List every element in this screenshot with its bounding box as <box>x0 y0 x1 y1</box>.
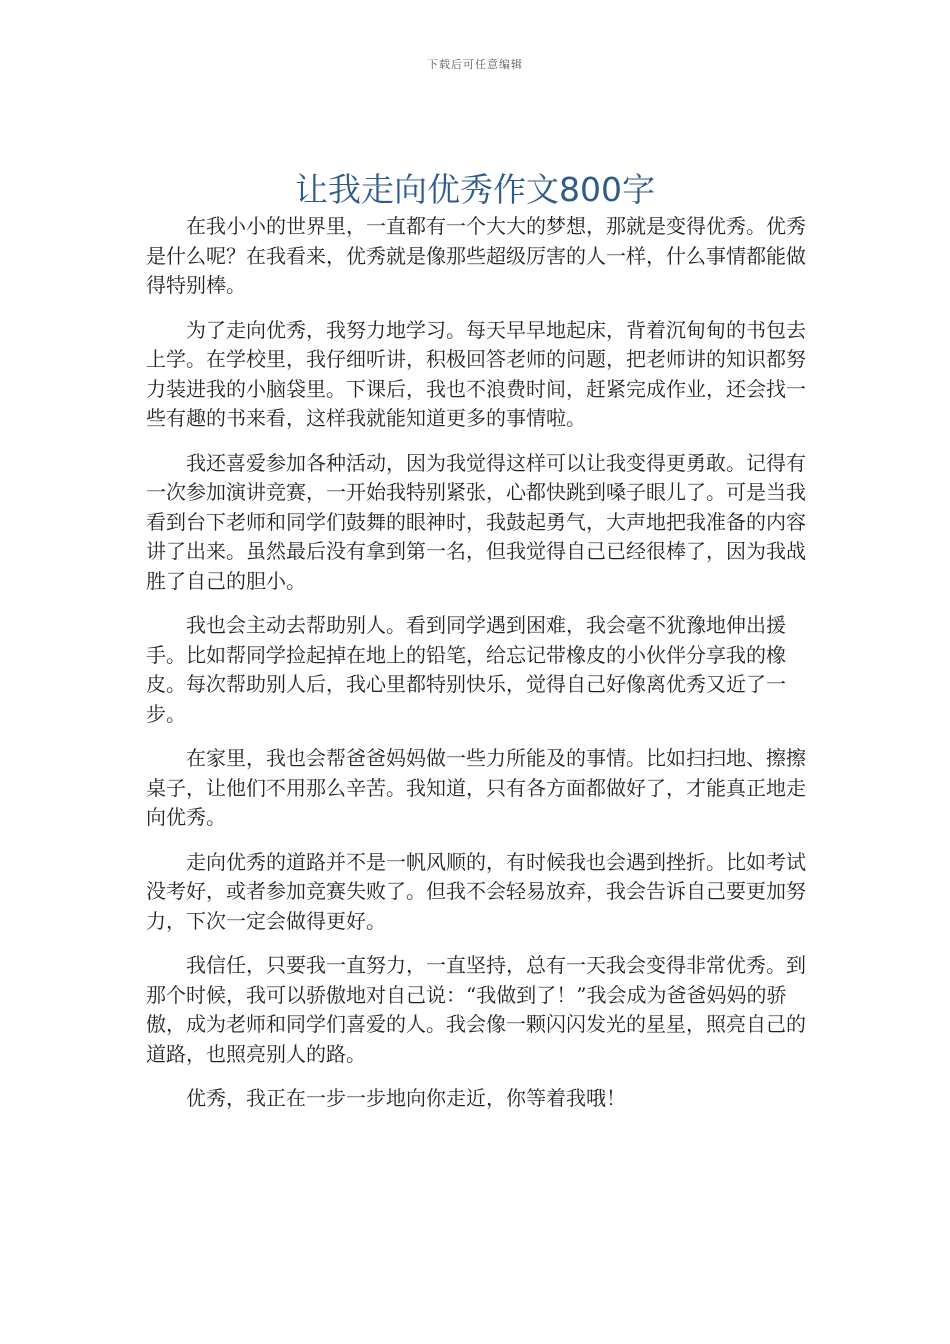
page-header-note: 下载后可任意编辑 <box>427 58 523 71</box>
document-title: 让我走向优秀作文800字 <box>295 170 655 209</box>
paragraph: 为了走向优秀，我努力地学习。每天早早地起床，背着沉甸甸的书包去上学。在学校里，我仔细听讲，积极回答老师的问题，把老师讲的知识都努力装进我的小脑袋里。下课后，我也不浪费时间，赶紧完成作业，还会找一些有趣的书来看，这样我就能知道更多的事情啦。 <box>146 317 806 430</box>
paragraph: 在我小小的世界里，一直都有一个大大的梦想，那就是变得优秀。优秀是什么呢？在我看来，优秀就是像那些超级厉害的人一样，什么事情都能做得特别棒。 <box>146 214 806 297</box>
paragraph: 走向优秀的道路并不是一帆风顺的，有时候我也会遇到挫折。比如考试没考好，或者参加竞赛失败了。但我不会轻易放弃，我会告诉自己要更加努力，下次一定会做得更好。 <box>146 849 806 933</box>
paragraph: 在家里，我也会帮爸爸妈妈做一些力所能及的事情。比如扫扫地、擦擦桌子，让他们不用那么辛苦。我知道，只有各方面都做好了，才能真正地走向优秀。 <box>146 746 806 829</box>
paragraph: 我还喜爱参加各种活动，因为我觉得这样可以让我变得更勇敢。记得有一次参加演讲竞赛，一开始我特别紧张，心都快跳到嗓子眼儿了。可是当我看到台下老师和同学们鼓舞的眼神时，我鼓起勇气，大声地把我准备的内容讲了出来。虽然最后没有拿到第一名，但我觉得自己已经很棒了，因为我战胜了自己的胆小。 <box>146 450 806 593</box>
paragraph: 我也会主动去帮助别人。看到同学遇到困难，我会毫不犹豫地伸出援手。比如帮同学捡起掉在地上的铅笔，给忘记带橡皮的小伙伴分享我的橡皮。每次帮助别人后，我心里都特别快乐，觉得自己好像离优秀又近了一步。 <box>146 613 786 726</box>
document-body <box>146 212 818 1129</box>
paragraph: 我信任，只要我一直努力，一直坚持，总有一天我会变得非常优秀。到那个时候，我可以骄傲地对自己说：“我做到了！”我会成为爸爸妈妈的骄傲，成为老师和同学们喜爱的人。我会像一颗闪闪发光的星星，照亮自己的道路，也照亮别人的路。 <box>146 953 806 1066</box>
paragraph: 优秀，我正在一步一步地向你走近，你等着我哦！ <box>186 1086 626 1110</box>
